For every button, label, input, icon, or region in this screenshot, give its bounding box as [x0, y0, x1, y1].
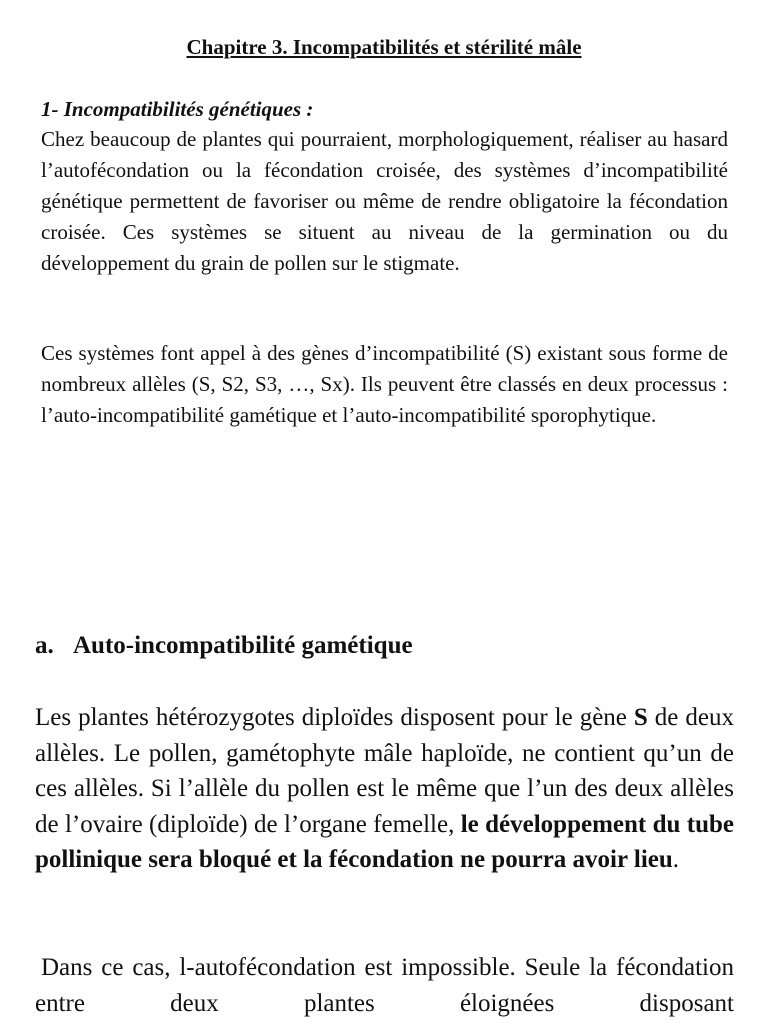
paragraph-text: de deux allèles. Le pollen, gamétophyte mâle haploïde, ne contient qu’un de ces allèles. Si l’allèle du pollen est le même que l’un des deux allèles de l’ovaire (diploïde) de l’organe femelle,: [35, 704, 734, 838]
paragraph-end: .: [672, 846, 680, 873]
section-a-heading: [35, 630, 413, 662]
paragraph-text: Les plantes hétérozygotes diploïdes disposent pour le gène: [35, 704, 634, 731]
section-a-paragraph-2: Dans ce cas, l-autofécondation est impossible. Seule la fécondation entre deux plantes éloignées disposant: [35, 954, 734, 1017]
section-a-title: Auto-incompatibilité gamétique: [73, 632, 413, 659]
section-1-heading: 1- Incompatibilités génétiques :: [41, 97, 314, 121]
section-a-paragraph-1: [35, 700, 734, 878]
gene-symbol: S: [633, 704, 648, 731]
emphasis-text: le développement du tube pollinique sera bloqué et la fécondation ne pourra avoir lieu: [35, 810, 734, 873]
section-1-paragraph-1: Chez beaucoup de plantes qui pourraient, morphologiquement, réaliser au hasard l’autofécondation ou la fécondation croisée, des systèmes d’incompatibilité génétique permettent de favoriser ou même de rendre obligatoire la fécondation croisée. Ces systèmes se situent au niveau de la germination ou du développement du grain de pollen sur le stigmate.: [41, 127, 728, 275]
chapter-title: Chapitre 3. Incompatibilités et stérilité mâle: [186, 35, 582, 59]
section-1-paragraph-2: Ces systèmes font appel à des gènes d’incompatibilité (S) existant sous forme de nombreux allèles (S, S2, S3, …, Sx). Ils peuvent être classés en deux processus : l’auto-incompatibilité gamétique et l’auto-incompatibilité sporophytique.: [41, 341, 728, 427]
section-a-marker: a.: [35, 632, 54, 659]
